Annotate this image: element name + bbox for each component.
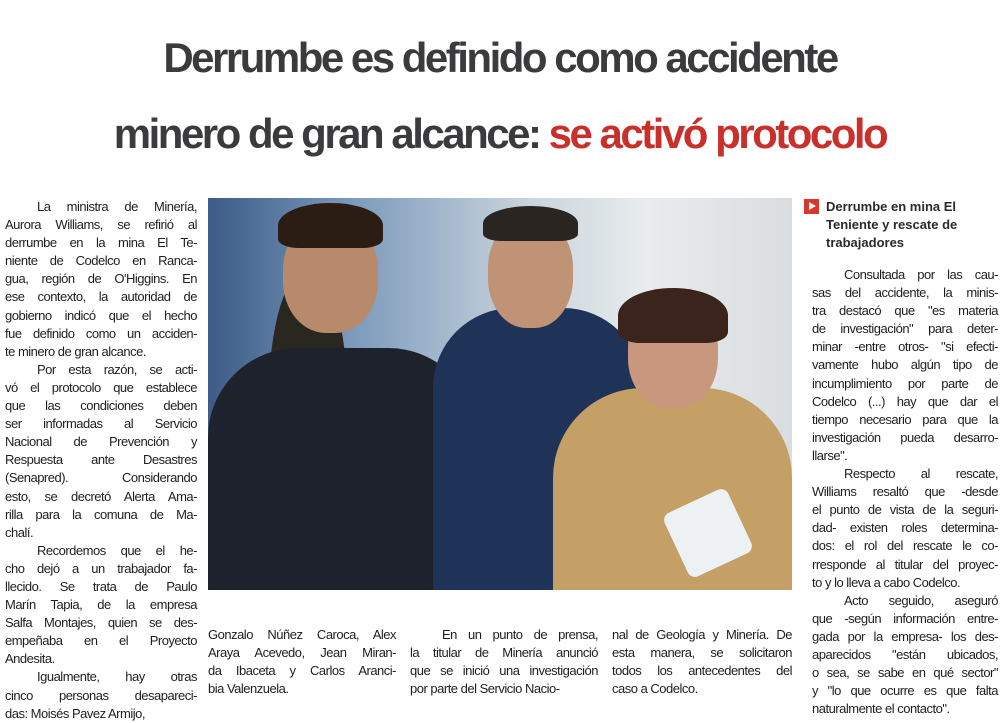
text-line: aparecidos "están ubicados, bbox=[812, 646, 998, 662]
photo-hair bbox=[278, 203, 383, 248]
paragraph bbox=[5, 361, 197, 542]
text-line: En un punto de prensa, bbox=[442, 627, 598, 642]
text-line: Consultada por las cau- bbox=[844, 267, 998, 282]
text-line: sas del accidente, la minis- bbox=[812, 285, 998, 301]
text-line: la titular de Minería anunció bbox=[410, 645, 598, 661]
text-line: tiempo necesario para que la bbox=[812, 411, 998, 427]
text-line: rilla para la comuna de Ma- bbox=[5, 506, 197, 522]
text-line: o sea, se sabe en qué sector" bbox=[812, 665, 998, 681]
text-line: dad- existen roles determina- bbox=[812, 520, 998, 536]
text-line: tra destacó que "es materia bbox=[812, 303, 998, 319]
text-line: Acto seguido, aseguró bbox=[844, 592, 998, 608]
text-line: esto, se decretó Alerta Ama- bbox=[5, 488, 197, 504]
text-line: derrumbe en la mina El Te- bbox=[5, 235, 197, 251]
article-photo bbox=[208, 198, 792, 590]
text-line: Respuesta ante Desastres bbox=[5, 452, 197, 468]
paragraph bbox=[5, 198, 197, 361]
photo-hair bbox=[483, 206, 578, 241]
subheading-text: Derrumbe en mina El Teniente y rescate de trabajadores bbox=[826, 199, 958, 250]
text-line: dos: el rol del rescate le co- bbox=[812, 538, 998, 554]
paragraph bbox=[812, 266, 998, 465]
text-line: cinco personas desapareci- bbox=[5, 687, 197, 703]
paragraph bbox=[410, 626, 598, 698]
paragraph bbox=[208, 626, 396, 698]
photo-hair bbox=[618, 288, 728, 343]
text-line: que se inició una investigación bbox=[410, 663, 598, 679]
text-line: Codelco (...) hay que dar el bbox=[812, 393, 998, 409]
text-line: Williams resaltó que -desde bbox=[812, 484, 998, 500]
article-column-3 bbox=[410, 626, 598, 698]
text-line: fue definido como un acciden- bbox=[5, 325, 197, 341]
text-line: Recordemos que el he- bbox=[37, 542, 197, 558]
text-line: que -según información entre- bbox=[812, 610, 998, 626]
text-line: que las condiciones deben bbox=[5, 398, 197, 414]
subheading bbox=[826, 198, 998, 252]
text-line: Igualmente, hay otras bbox=[37, 669, 197, 685]
headline-line-2 bbox=[10, 104, 990, 164]
text-line: Nacional de Prevención y bbox=[5, 434, 197, 450]
text-line: minar -entre otros- "si efecti- bbox=[812, 339, 998, 355]
text-line: da Ibaceta y Carlos Aranci- bbox=[208, 663, 396, 679]
paragraph bbox=[5, 542, 197, 669]
headline-text: minero de gran alcance: bbox=[113, 110, 549, 157]
text-line: La ministra de Minería, bbox=[37, 199, 197, 214]
text-line: Aurora Williams, se refirió al bbox=[5, 217, 197, 233]
text-line: empeñaba en el Proyecto bbox=[5, 633, 197, 649]
text-line: investigación pueda desarro- bbox=[812, 429, 998, 445]
paragraph bbox=[812, 592, 998, 719]
text-line: llarse". bbox=[812, 447, 848, 463]
text-line: to y lo lleva a cabo Codelco. bbox=[812, 574, 961, 590]
text-line: (Senapred). Considerando bbox=[5, 470, 197, 486]
article-column-2 bbox=[208, 626, 396, 698]
text-line: bia Valenzuela. bbox=[208, 681, 289, 697]
article-column-1 bbox=[5, 198, 197, 723]
text-line: el punto de vista de la seguri- bbox=[812, 502, 998, 518]
text-line: nal de Geología y Minería. De bbox=[612, 627, 792, 642]
article-column-4 bbox=[612, 626, 792, 698]
text-line: Marín Tapia, de la empresa bbox=[5, 597, 197, 613]
paragraph bbox=[5, 668, 197, 722]
text-line: cho dejó a un trabajador fa- bbox=[5, 560, 197, 576]
text-line: te minero de gran alcance. bbox=[5, 343, 146, 359]
article-column-5 bbox=[812, 266, 998, 718]
text-line: de investigación" para deter- bbox=[812, 321, 998, 337]
text-line: naturalmente el contacto". bbox=[812, 701, 950, 717]
text-line: Por esta razón, se acti- bbox=[37, 361, 197, 377]
text-line: y "lo que ocurre es que falta bbox=[812, 683, 998, 699]
play-triangle-icon bbox=[804, 199, 819, 214]
text-line: ser informadas al Servicio bbox=[5, 416, 197, 432]
headline-line-1 bbox=[10, 28, 990, 88]
text-line: gua, región de O'Higgins. En bbox=[5, 271, 197, 287]
headline-highlight: se activó protocolo bbox=[548, 110, 887, 157]
text-line: Araya Acevedo, Jean Miran- bbox=[208, 645, 396, 661]
paragraph bbox=[612, 626, 792, 698]
text-line: chalí. bbox=[5, 524, 34, 540]
text-line: ese contexto, la autoridad de bbox=[5, 289, 197, 305]
text-line: por parte del Servicio Nacio- bbox=[410, 681, 560, 697]
text-line: incumplimiento por parte de bbox=[812, 375, 998, 391]
text-line: rresponde al titular del proyec- bbox=[812, 556, 998, 572]
text-line: llecido. Se trata de Paulo bbox=[5, 578, 197, 594]
text-line: gobierno indicó que el hecho bbox=[5, 307, 197, 323]
headline-text: Derrumbe es definido como accidente bbox=[163, 34, 837, 81]
text-line: esta manera, se solicitaron bbox=[612, 645, 792, 661]
text-line: vamente hubo algún tipo de bbox=[812, 357, 998, 373]
text-line: Gonzalo Núñez Caroca, Alex bbox=[208, 627, 396, 642]
text-line: niente de Codelco en Ranca- bbox=[5, 253, 197, 269]
text-line: das: Moisés Pavez Armijo, bbox=[5, 705, 145, 721]
text-line: Salfa Montajes, quien se des- bbox=[5, 615, 197, 631]
text-line: Respecto al rescate, bbox=[844, 466, 998, 482]
text-line: vó el protocolo que establece bbox=[5, 379, 197, 395]
text-line: todos los antecedentes del bbox=[612, 663, 792, 679]
paragraph bbox=[812, 465, 998, 592]
photo-figure bbox=[553, 388, 792, 590]
text-line: caso a Codelco. bbox=[612, 681, 698, 697]
text-line: Andesita. bbox=[5, 651, 55, 667]
text-line: gada por la empresa- los des- bbox=[812, 628, 998, 644]
